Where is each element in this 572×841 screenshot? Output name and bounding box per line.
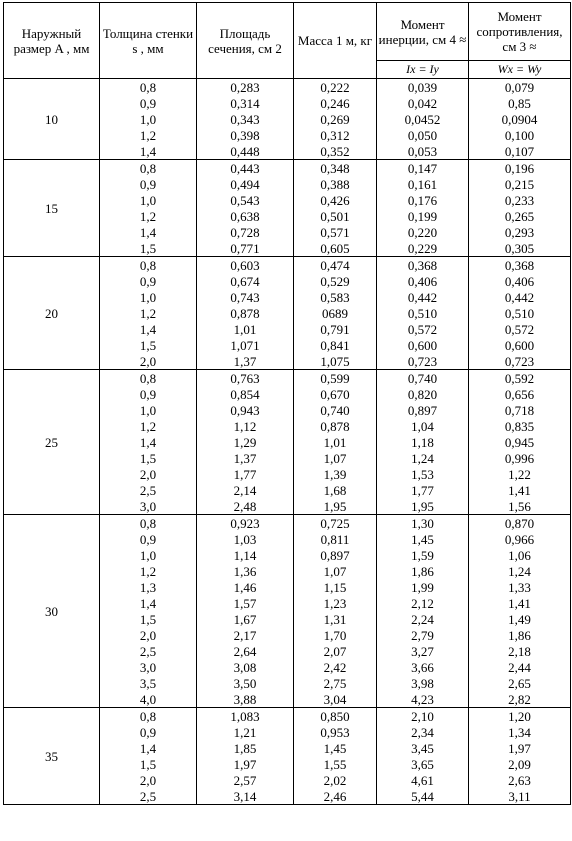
section-area-cell: 0,543 xyxy=(197,192,294,208)
inertia-cell: 1,18 xyxy=(377,434,469,450)
wall-thickness-cell: 1,4 xyxy=(100,595,197,611)
resistance-cell: 0,945 xyxy=(469,434,571,450)
mass-cell: 1,95 xyxy=(294,498,377,515)
inertia-cell: 1,95 xyxy=(377,498,469,515)
wall-thickness-cell: 4,0 xyxy=(100,691,197,708)
wall-thickness-cell: 2,0 xyxy=(100,353,197,370)
mass-cell: 1,07 xyxy=(294,450,377,466)
resistance-cell: 2,18 xyxy=(469,643,571,659)
inertia-cell: 5,44 xyxy=(377,788,469,805)
profile-table xyxy=(3,2,571,805)
mass-cell: 0,529 xyxy=(294,273,377,289)
mass-cell: 0,791 xyxy=(294,321,377,337)
header-outer-size: Наружный размер A , мм xyxy=(4,3,100,79)
resistance-cell: 1,41 xyxy=(469,595,571,611)
wall-thickness-cell: 1,0 xyxy=(100,547,197,563)
inertia-cell: 0,220 xyxy=(377,224,469,240)
mass-cell: 0,841 xyxy=(294,337,377,353)
section-area-cell: 3,14 xyxy=(197,788,294,805)
mass-cell: 1,31 xyxy=(294,611,377,627)
inertia-cell: 0,050 xyxy=(377,127,469,143)
resistance-cell: 0,572 xyxy=(469,321,571,337)
section-area-cell: 1,03 xyxy=(197,531,294,547)
inertia-cell: 1,30 xyxy=(377,515,469,532)
resistance-cell: 0,293 xyxy=(469,224,571,240)
section-area-cell: 1,29 xyxy=(197,434,294,450)
section-area-cell: 0,283 xyxy=(197,79,294,96)
section-area-cell: 3,88 xyxy=(197,691,294,708)
wall-thickness-cell: 1,5 xyxy=(100,611,197,627)
section-area-cell: 0,443 xyxy=(197,160,294,177)
section-area-cell: 2,64 xyxy=(197,643,294,659)
inertia-cell: 0,897 xyxy=(377,402,469,418)
resistance-cell: 0,870 xyxy=(469,515,571,532)
inertia-cell: 0,176 xyxy=(377,192,469,208)
wall-thickness-cell: 1,5 xyxy=(100,756,197,772)
mass-cell: 2,46 xyxy=(294,788,377,805)
inertia-cell: 0,740 xyxy=(377,370,469,387)
wall-thickness-cell: 1,4 xyxy=(100,224,197,240)
wall-thickness-cell: 3,0 xyxy=(100,659,197,675)
wall-thickness-cell: 1,5 xyxy=(100,450,197,466)
inertia-cell: 0,368 xyxy=(377,257,469,274)
resistance-cell: 1,86 xyxy=(469,627,571,643)
resistance-cell: 1,56 xyxy=(469,498,571,515)
resistance-cell: 0,196 xyxy=(469,160,571,177)
resistance-cell: 0,85 xyxy=(469,95,571,111)
inertia-cell: 1,99 xyxy=(377,579,469,595)
wall-thickness-cell: 0,9 xyxy=(100,531,197,547)
mass-cell: 0,348 xyxy=(294,160,377,177)
mass-cell: 2,75 xyxy=(294,675,377,691)
section-area-cell: 1,77 xyxy=(197,466,294,482)
section-area-cell: 2,17 xyxy=(197,627,294,643)
inertia-cell: 0,442 xyxy=(377,289,469,305)
mass-cell: 0,599 xyxy=(294,370,377,387)
wall-thickness-cell: 1,2 xyxy=(100,305,197,321)
resistance-cell: 1,97 xyxy=(469,740,571,756)
resistance-cell: 2,44 xyxy=(469,659,571,675)
section-area-cell: 0,494 xyxy=(197,176,294,192)
table-row xyxy=(4,515,571,532)
resistance-cell: 0,966 xyxy=(469,531,571,547)
inertia-cell: 0,572 xyxy=(377,321,469,337)
section-area-cell: 0,603 xyxy=(197,257,294,274)
wall-thickness-cell: 0,9 xyxy=(100,176,197,192)
wall-thickness-cell: 1,2 xyxy=(100,127,197,143)
table-row xyxy=(4,160,571,177)
mass-cell: 0,878 xyxy=(294,418,377,434)
inertia-cell: 3,45 xyxy=(377,740,469,756)
wall-thickness-cell: 1,4 xyxy=(100,321,197,337)
wall-thickness-cell: 0,8 xyxy=(100,370,197,387)
section-area-cell: 1,85 xyxy=(197,740,294,756)
wall-thickness-cell: 2,0 xyxy=(100,627,197,643)
mass-cell: 1,45 xyxy=(294,740,377,756)
header-mass-per-meter: Масса 1 м, кг xyxy=(294,3,377,79)
section-area-cell: 1,67 xyxy=(197,611,294,627)
section-area-cell: 1,083 xyxy=(197,708,294,725)
wall-thickness-cell: 3,5 xyxy=(100,675,197,691)
inertia-cell: 1,77 xyxy=(377,482,469,498)
section-area-cell: 0,743 xyxy=(197,289,294,305)
mass-cell: 1,68 xyxy=(294,482,377,498)
resistance-cell: 1,06 xyxy=(469,547,571,563)
section-area-cell: 2,48 xyxy=(197,498,294,515)
mass-cell: 0,312 xyxy=(294,127,377,143)
header-moment-resistance: Момент сопротивления, см 3 ≈ xyxy=(469,3,571,61)
resistance-cell: 0,592 xyxy=(469,370,571,387)
wall-thickness-cell: 1,4 xyxy=(100,740,197,756)
section-area-cell: 0,878 xyxy=(197,305,294,321)
resistance-cell: 0,442 xyxy=(469,289,571,305)
mass-cell: 0,269 xyxy=(294,111,377,127)
section-area-cell: 1,12 xyxy=(197,418,294,434)
resistance-cell: 0,600 xyxy=(469,337,571,353)
inertia-cell: 1,04 xyxy=(377,418,469,434)
resistance-cell: 0,406 xyxy=(469,273,571,289)
inertia-cell: 2,12 xyxy=(377,595,469,611)
resistance-cell: 0,215 xyxy=(469,176,571,192)
resistance-cell: 1,24 xyxy=(469,563,571,579)
resistance-cell: 2,65 xyxy=(469,675,571,691)
mass-cell: 3,04 xyxy=(294,691,377,708)
section-area-cell: 0,923 xyxy=(197,515,294,532)
resistance-cell: 0,265 xyxy=(469,208,571,224)
section-area-cell: 2,57 xyxy=(197,772,294,788)
section-area-cell: 0,728 xyxy=(197,224,294,240)
mass-cell: 0,811 xyxy=(294,531,377,547)
section-area-cell: 1,97 xyxy=(197,756,294,772)
mass-cell: 1,075 xyxy=(294,353,377,370)
wall-thickness-cell: 2,5 xyxy=(100,482,197,498)
mass-cell: 0,571 xyxy=(294,224,377,240)
section-area-cell: 0,398 xyxy=(197,127,294,143)
inertia-cell: 0,600 xyxy=(377,337,469,353)
section-area-cell: 2,14 xyxy=(197,482,294,498)
mass-cell: 0,583 xyxy=(294,289,377,305)
inertia-cell: 0,053 xyxy=(377,143,469,160)
mass-cell: 0,953 xyxy=(294,724,377,740)
section-area-cell: 1,21 xyxy=(197,724,294,740)
wall-thickness-cell: 3,0 xyxy=(100,498,197,515)
inertia-cell: 3,65 xyxy=(377,756,469,772)
wall-thickness-cell: 0,8 xyxy=(100,515,197,532)
section-area-cell: 0,638 xyxy=(197,208,294,224)
header-moment-inertia: Момент инерции, см 4 ≈ xyxy=(377,3,469,61)
inertia-cell: 3,66 xyxy=(377,659,469,675)
resistance-cell: 0,233 xyxy=(469,192,571,208)
wall-thickness-cell: 2,5 xyxy=(100,788,197,805)
inertia-cell: 0,406 xyxy=(377,273,469,289)
inertia-cell: 0,723 xyxy=(377,353,469,370)
mass-cell: 0,426 xyxy=(294,192,377,208)
section-area-cell: 0,771 xyxy=(197,240,294,257)
resistance-cell: 2,82 xyxy=(469,691,571,708)
resistance-cell: 1,20 xyxy=(469,708,571,725)
wall-thickness-cell: 0,9 xyxy=(100,95,197,111)
inertia-cell: 1,45 xyxy=(377,531,469,547)
table-row xyxy=(4,79,571,96)
resistance-cell: 0,835 xyxy=(469,418,571,434)
resistance-cell: 0,305 xyxy=(469,240,571,257)
mass-cell: 0,474 xyxy=(294,257,377,274)
mass-cell: 0,501 xyxy=(294,208,377,224)
wall-thickness-cell: 0,8 xyxy=(100,160,197,177)
mass-cell: 0,740 xyxy=(294,402,377,418)
section-area-cell: 1,46 xyxy=(197,579,294,595)
wall-thickness-cell: 1,2 xyxy=(100,563,197,579)
section-area-cell: 1,57 xyxy=(197,595,294,611)
section-area-cell: 1,01 xyxy=(197,321,294,337)
section-area-cell: 1,071 xyxy=(197,337,294,353)
outer-size-cell: 30 xyxy=(4,515,100,708)
inertia-cell: 0,039 xyxy=(377,79,469,96)
table-body xyxy=(4,79,571,805)
inertia-cell: 1,24 xyxy=(377,450,469,466)
resistance-cell: 2,09 xyxy=(469,756,571,772)
mass-cell: 1,07 xyxy=(294,563,377,579)
resistance-cell: 0,656 xyxy=(469,386,571,402)
section-area-cell: 0,314 xyxy=(197,95,294,111)
header-section-area: Площадь сечения, см 2 xyxy=(197,3,294,79)
wall-thickness-cell: 1,0 xyxy=(100,111,197,127)
mass-cell: 0,670 xyxy=(294,386,377,402)
wall-thickness-cell: 0,9 xyxy=(100,724,197,740)
inertia-cell: 0,042 xyxy=(377,95,469,111)
inertia-cell: 2,34 xyxy=(377,724,469,740)
resistance-cell: 0,510 xyxy=(469,305,571,321)
section-area-cell: 0,674 xyxy=(197,273,294,289)
wall-thickness-cell: 0,9 xyxy=(100,273,197,289)
mass-cell: 1,23 xyxy=(294,595,377,611)
mass-cell: 0689 xyxy=(294,305,377,321)
mass-cell: 0,605 xyxy=(294,240,377,257)
resistance-cell: 0,079 xyxy=(469,79,571,96)
resistance-cell: 2,63 xyxy=(469,772,571,788)
mass-cell: 0,246 xyxy=(294,95,377,111)
resistance-cell: 0,100 xyxy=(469,127,571,143)
inertia-cell: 4,61 xyxy=(377,772,469,788)
wall-thickness-cell: 1,0 xyxy=(100,192,197,208)
mass-cell: 1,70 xyxy=(294,627,377,643)
table-header xyxy=(4,3,571,79)
wall-thickness-cell: 1,0 xyxy=(100,289,197,305)
resistance-cell: 1,33 xyxy=(469,579,571,595)
resistance-cell: 0,723 xyxy=(469,353,571,370)
resistance-cell: 0,107 xyxy=(469,143,571,160)
wall-thickness-cell: 2,0 xyxy=(100,772,197,788)
resistance-cell: 0,718 xyxy=(469,402,571,418)
inertia-cell: 4,23 xyxy=(377,691,469,708)
wall-thickness-cell: 0,9 xyxy=(100,386,197,402)
outer-size-cell: 25 xyxy=(4,370,100,515)
table-row xyxy=(4,370,571,387)
resistance-cell: 1,41 xyxy=(469,482,571,498)
wall-thickness-cell: 1,4 xyxy=(100,143,197,160)
mass-cell: 0,388 xyxy=(294,176,377,192)
section-area-cell: 0,448 xyxy=(197,143,294,160)
outer-size-cell: 15 xyxy=(4,160,100,257)
inertia-cell: 0,820 xyxy=(377,386,469,402)
mass-cell: 1,01 xyxy=(294,434,377,450)
outer-size-cell: 10 xyxy=(4,79,100,160)
section-area-cell: 0,854 xyxy=(197,386,294,402)
mass-cell: 2,02 xyxy=(294,772,377,788)
mass-cell: 1,39 xyxy=(294,466,377,482)
section-area-cell: 0,343 xyxy=(197,111,294,127)
section-area-cell: 1,37 xyxy=(197,450,294,466)
mass-cell: 0,897 xyxy=(294,547,377,563)
wall-thickness-cell: 0,8 xyxy=(100,257,197,274)
section-area-cell: 1,37 xyxy=(197,353,294,370)
section-area-cell: 1,14 xyxy=(197,547,294,563)
inertia-cell: 1,53 xyxy=(377,466,469,482)
wall-thickness-cell: 1,0 xyxy=(100,402,197,418)
outer-size-cell: 35 xyxy=(4,708,100,805)
mass-cell: 0,352 xyxy=(294,143,377,160)
header-resistance-formula: Wx = Wy xyxy=(469,61,571,79)
wall-thickness-cell: 2,5 xyxy=(100,643,197,659)
mass-cell: 0,725 xyxy=(294,515,377,532)
wall-thickness-cell: 1,4 xyxy=(100,434,197,450)
wall-thickness-cell: 2,0 xyxy=(100,466,197,482)
inertia-cell: 3,98 xyxy=(377,675,469,691)
mass-cell: 2,07 xyxy=(294,643,377,659)
resistance-cell: 1,49 xyxy=(469,611,571,627)
section-area-cell: 0,763 xyxy=(197,370,294,387)
outer-size-cell: 20 xyxy=(4,257,100,370)
wall-thickness-cell: 1,2 xyxy=(100,208,197,224)
inertia-cell: 0,199 xyxy=(377,208,469,224)
resistance-cell: 3,11 xyxy=(469,788,571,805)
inertia-cell: 0,229 xyxy=(377,240,469,257)
inertia-cell: 3,27 xyxy=(377,643,469,659)
resistance-cell: 1,34 xyxy=(469,724,571,740)
mass-cell: 1,55 xyxy=(294,756,377,772)
resistance-cell: 0,0904 xyxy=(469,111,571,127)
inertia-cell: 2,10 xyxy=(377,708,469,725)
section-area-cell: 1,36 xyxy=(197,563,294,579)
wall-thickness-cell: 1,3 xyxy=(100,579,197,595)
mass-cell: 0,850 xyxy=(294,708,377,725)
mass-cell: 1,15 xyxy=(294,579,377,595)
resistance-cell: 0,368 xyxy=(469,257,571,274)
header-wall-thickness: Толщина стенки s , мм xyxy=(100,3,197,79)
mass-cell: 0,222 xyxy=(294,79,377,96)
section-area-cell: 3,50 xyxy=(197,675,294,691)
wall-thickness-cell: 1,5 xyxy=(100,337,197,353)
resistance-cell: 0,996 xyxy=(469,450,571,466)
table-row xyxy=(4,257,571,274)
inertia-cell: 0,147 xyxy=(377,160,469,177)
mass-cell: 2,42 xyxy=(294,659,377,675)
resistance-cell: 1,22 xyxy=(469,466,571,482)
inertia-cell: 0,161 xyxy=(377,176,469,192)
wall-thickness-cell: 0,8 xyxy=(100,708,197,725)
inertia-cell: 1,86 xyxy=(377,563,469,579)
inertia-cell: 0,510 xyxy=(377,305,469,321)
wall-thickness-cell: 0,8 xyxy=(100,79,197,96)
header-inertia-formula: Ix = Iy xyxy=(377,61,469,79)
wall-thickness-cell: 1,5 xyxy=(100,240,197,257)
inertia-cell: 0,0452 xyxy=(377,111,469,127)
section-area-cell: 3,08 xyxy=(197,659,294,675)
table-row xyxy=(4,708,571,725)
wall-thickness-cell: 1,2 xyxy=(100,418,197,434)
section-area-cell: 0,943 xyxy=(197,402,294,418)
inertia-cell: 1,59 xyxy=(377,547,469,563)
inertia-cell: 2,24 xyxy=(377,611,469,627)
inertia-cell: 2,79 xyxy=(377,627,469,643)
